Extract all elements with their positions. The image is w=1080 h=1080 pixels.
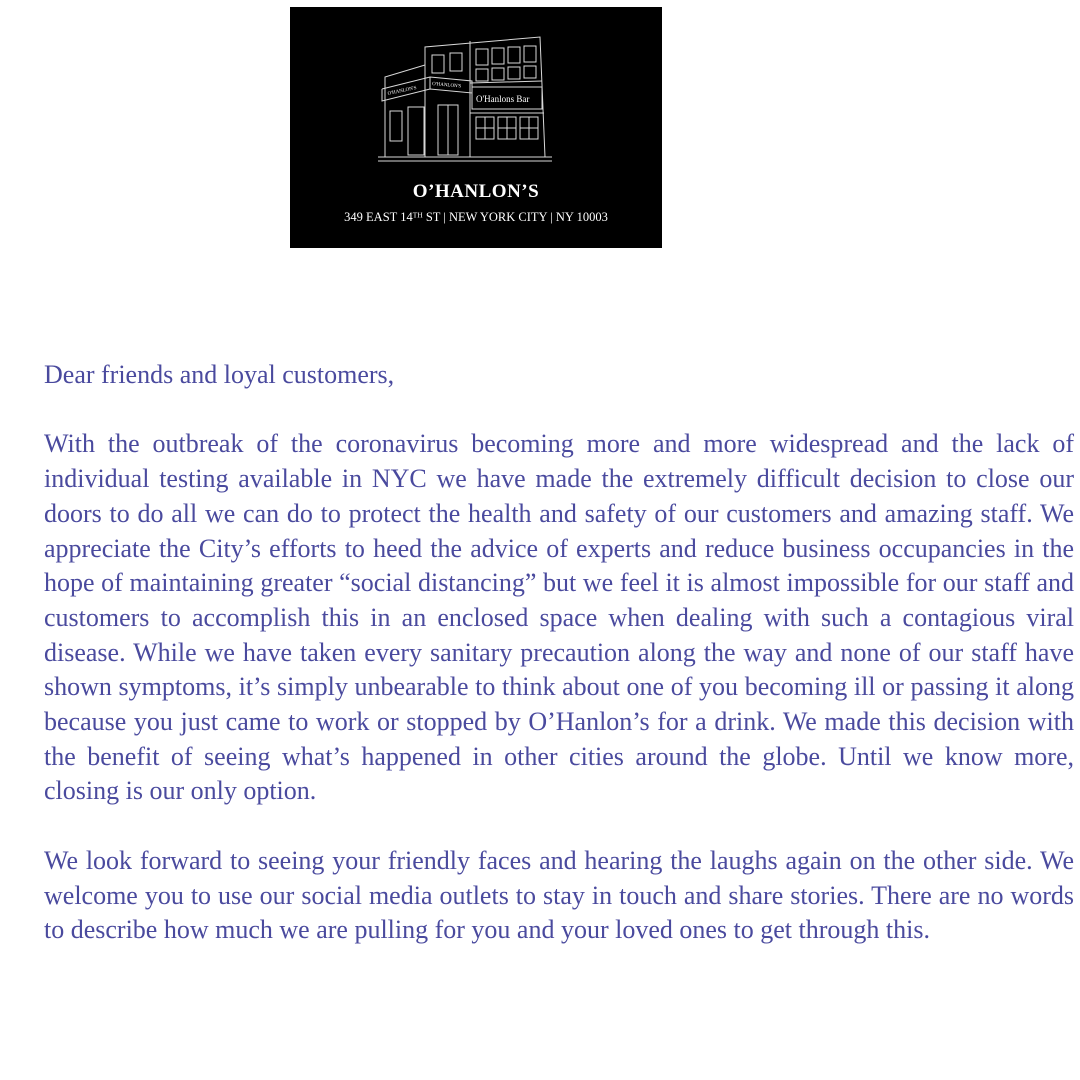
- paragraph-closing-announcement: With the outbreak of the coronavirus becoming more and more widespread and the lack of individual testing available in NYC we have made the extremely difficult decision to close our doors to do all we can do to protect the health and safety of our customers and amazing staff. We appreciate the City’s efforts to heed the advice of experts and reduce business occupancies in the hope of maintaining greater “social distancing” but we feel it is almost impossible for our staff and customers to accomplish this in an enclosed space when dealing with such a contagious viral disease. While we have taken every sanitary precaution along the way and none of our staff have shown symptoms, it’s simply unbearable to think about one of you becoming ill or passing it along because you just came to work or stopped by O’Hanlon’s for a drink. We made this decision with the benefit of seeing what’s happened in other cities around the globe. Until we know more, closing is our only option.: [44, 429, 1074, 806]
- bar-address: 349 EAST 14ᵀᴴ ST | NEW YORK CITY | NY 10003: [344, 210, 608, 224]
- paragraph-farewell: We look forward to seeing your friendly faces and hearing the laughs again on the other side. We welcome you to use our social media outlets to stay in touch and share stories. There are no words to describe how much we are pulling for you and your loved ones to get through this.: [44, 845, 1074, 945]
- sign-window-text: O'Hanlons Bar: [476, 94, 530, 104]
- sign-left-text: O'HANLON'S: [387, 85, 418, 97]
- bar-name: O’HANLON’S: [412, 181, 540, 202]
- letter-body: [44, 358, 1074, 983]
- sign-right-text: O'HANLON'S: [431, 82, 462, 90]
- salutation: Dear friends and loyal customers,: [44, 360, 395, 389]
- header-logo: [290, 7, 662, 248]
